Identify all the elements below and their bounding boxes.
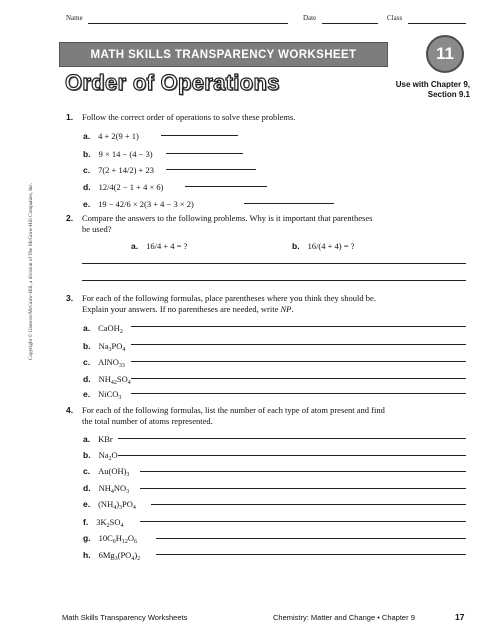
q2-prompt xyxy=(82,213,372,235)
formula: $NH_4NO_3$ xyxy=(98,483,130,495)
item-text: 16/4 + 4 = ? xyxy=(146,241,188,251)
q2-number: 2. xyxy=(66,213,74,223)
item-text: 4 + 2(9 + 1) xyxy=(98,131,139,141)
banner-title: MATH SKILLS TRANSPARENCY WORKSHEET xyxy=(90,48,357,61)
class-label: Class xyxy=(387,14,403,22)
formula-item xyxy=(83,528,137,546)
item-letter: g. xyxy=(83,533,91,543)
item-letter: b. xyxy=(292,241,300,251)
page-number: 17 xyxy=(455,612,465,622)
formula: $Na_3PO_4$ xyxy=(98,341,126,353)
q3d-answer-line[interactable] xyxy=(131,378,466,379)
item-letter: c. xyxy=(83,165,91,175)
item-letter: b. xyxy=(83,149,91,159)
footer-right: Chemistry: Matter and Change • Chapter 9 xyxy=(273,613,415,622)
item-letter: e. xyxy=(83,389,91,399)
formula-item xyxy=(83,384,121,402)
item-letter: f. xyxy=(83,517,89,527)
item-letter: d. xyxy=(83,483,91,493)
q2-answer-line-2[interactable] xyxy=(82,280,466,281)
q4b-answer-line[interactable] xyxy=(118,455,466,456)
q2-part-b xyxy=(292,236,354,254)
q4g-answer-line[interactable] xyxy=(156,538,466,539)
q1-item xyxy=(83,177,163,195)
q1e-answer-line[interactable] xyxy=(244,203,334,204)
formula: $10C_6H_{12}O_6$ xyxy=(98,533,138,545)
formula: $Au(OH)_3$ xyxy=(98,466,130,478)
q1d-answer-line[interactable] xyxy=(185,186,267,187)
q1-number: 1. xyxy=(66,112,74,122)
worksheet-number-badge xyxy=(426,35,464,73)
q1-item xyxy=(83,194,194,212)
use-with-line1: Use with Chapter 9, xyxy=(395,80,470,89)
item-letter: b. xyxy=(83,341,91,351)
formula: $(NH_4)_3PO_4$ xyxy=(98,499,136,511)
formula: $Na_2O$ xyxy=(98,450,118,462)
q3c-answer-line[interactable] xyxy=(131,361,466,362)
class-field[interactable] xyxy=(408,23,466,24)
q4-prompt-line2: the total number of atoms represented. xyxy=(82,416,213,426)
item-letter: a. xyxy=(83,434,91,444)
formula-item xyxy=(83,461,129,479)
use-with-note xyxy=(396,80,470,100)
formula: NiCO$_3$ xyxy=(98,389,122,401)
date-field[interactable] xyxy=(322,23,378,24)
q4c-answer-line[interactable] xyxy=(140,471,466,472)
name-label: Name xyxy=(66,14,83,22)
q4f-answer-line[interactable] xyxy=(140,521,466,522)
formula-item xyxy=(83,494,136,512)
q3-prompt-line2 xyxy=(82,304,376,315)
footer-left: Math Skills Transparency Worksheets xyxy=(62,613,188,622)
q2-prompt-line1: Compare the answers to the following problems. Why is it important that parentheses xyxy=(82,213,373,223)
q1b-answer-line[interactable] xyxy=(166,153,243,154)
copyright-notice: Copyright © Glencoe/McGraw-Hill, a division of The McGraw-Hill Companies, Inc. xyxy=(28,182,34,360)
item-text: 12/4(2 − 1 + 4 × 6) xyxy=(98,182,164,192)
item-letter: b. xyxy=(83,450,91,460)
use-with-line2: Section 9.1 xyxy=(427,90,470,99)
q1-item xyxy=(83,160,154,178)
q4a-answer-line[interactable] xyxy=(118,438,466,439)
item-letter: c. xyxy=(83,357,91,367)
item-letter: c. xyxy=(83,466,91,476)
q3-prompt-line1: For each of the following formulas, place parentheses where you think they should be. xyxy=(82,293,376,303)
q4h-answer-line[interactable] xyxy=(156,554,466,555)
formula: $3K_2SO_4$ xyxy=(96,517,124,529)
item-letter: e. xyxy=(83,199,91,209)
worksheet-banner xyxy=(59,42,388,67)
q4d-answer-line[interactable] xyxy=(140,488,466,489)
q2-answer-line-1[interactable] xyxy=(82,263,466,264)
q3a-answer-line[interactable] xyxy=(131,326,466,327)
item-text: 16/(4 + 4) = ? xyxy=(307,241,355,251)
q3-number: 3. xyxy=(66,293,74,303)
formula: KBr xyxy=(98,434,113,444)
worksheet-number: 11 xyxy=(436,44,454,63)
q3-prompt-period: . xyxy=(291,304,294,314)
date-label: Date xyxy=(303,14,317,22)
item-letter: a. xyxy=(83,131,91,141)
q4-number: 4. xyxy=(66,405,74,415)
name-field[interactable] xyxy=(88,23,288,24)
q2-prompt-line2: be used? xyxy=(82,224,112,234)
q2-part-a xyxy=(131,236,187,254)
formula-item xyxy=(83,545,140,563)
formula-item xyxy=(83,352,125,370)
item-text: 9 × 14 − (4 − 3) xyxy=(98,149,153,159)
formula: AlNO$_{33}$ xyxy=(98,357,125,369)
formula: $6Mg_3(PO_4)_2$ xyxy=(98,550,141,562)
item-letter: h. xyxy=(83,550,91,560)
q4-prompt xyxy=(82,405,385,427)
q3-prompt xyxy=(82,293,376,315)
q3b-answer-line[interactable] xyxy=(131,344,466,345)
item-letter: d. xyxy=(83,182,91,192)
item-letter: a. xyxy=(83,323,91,333)
q1a-answer-line[interactable] xyxy=(161,135,238,136)
formula-item xyxy=(83,318,123,336)
q3-prompt-np: NP xyxy=(280,304,292,314)
q4-prompt-line1: For each of the following formulas, list the number of each type of atom present and find xyxy=(82,405,385,415)
item-letter: d. xyxy=(83,374,91,384)
q3e-answer-line[interactable] xyxy=(131,393,466,394)
item-text: 7(2 + 14/2) + 23 xyxy=(98,165,154,175)
q1c-answer-line[interactable] xyxy=(166,169,256,170)
q4e-answer-line[interactable] xyxy=(151,504,466,505)
item-letter: a. xyxy=(131,241,139,251)
formula: CaOH$_2$ xyxy=(98,323,123,335)
item-text: 19 − 42/6 × 2(3 + 4 − 3 × 2) xyxy=(98,199,194,209)
item-letter: e. xyxy=(83,499,91,509)
formula: $NH_{42}SO_4$ xyxy=(98,374,131,386)
q1-prompt: Follow the correct order of operations to solve these problems. xyxy=(82,112,296,122)
q1-item xyxy=(83,126,139,144)
page-title: Order of Operations xyxy=(65,70,280,95)
q3-prompt-text: Explain your answers. If no parentheses are needed, write xyxy=(82,304,281,314)
